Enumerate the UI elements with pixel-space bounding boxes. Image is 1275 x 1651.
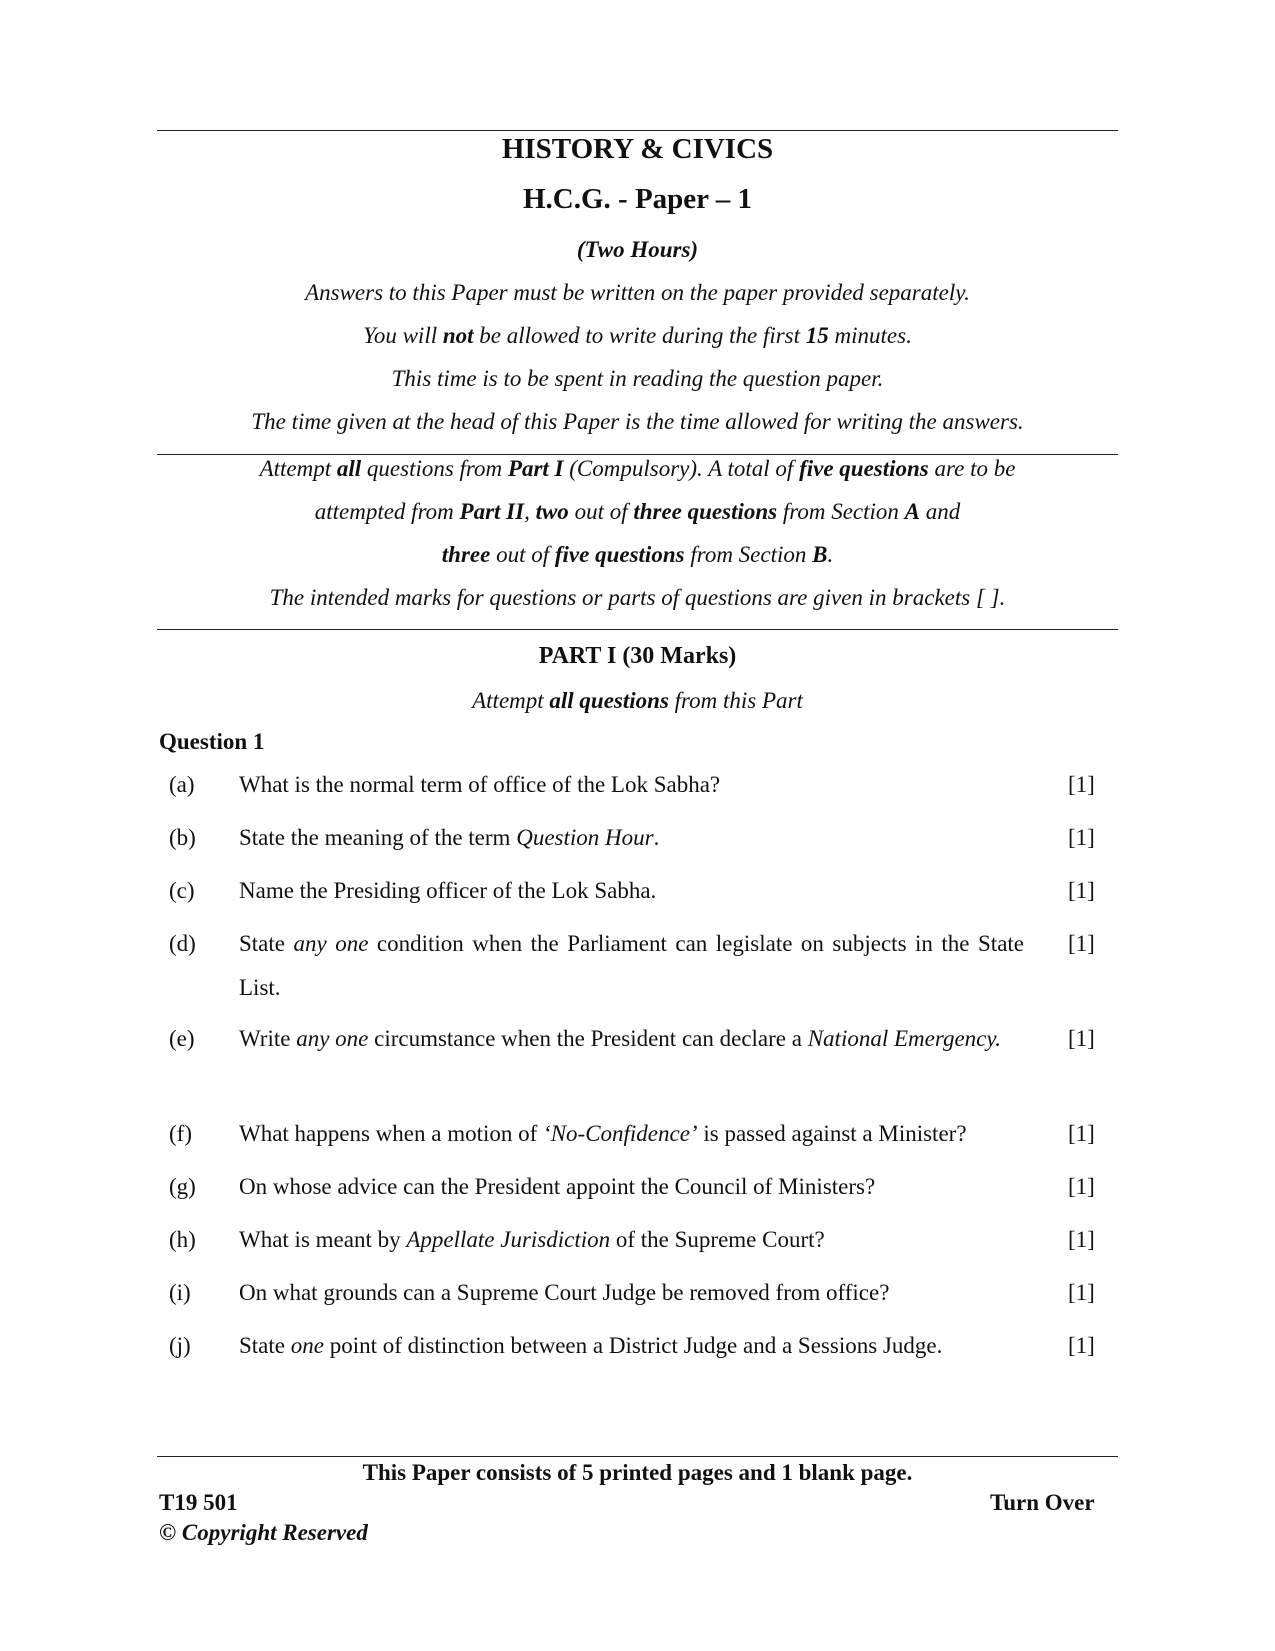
item-label: (a) [169,772,195,797]
item-mark: [1] [1068,1121,1095,1146]
item-mark: [1] [1068,931,1095,956]
item-text: State the meaning of the term Question Hour. [239,825,660,850]
turn-over: Turn Over [990,1490,1095,1515]
item-label: (e) [169,1026,195,1051]
item-text: What happens when a motion of ‘No-Confidence’ is passed against a Minister? [239,1121,967,1146]
item-text: On whose advice can the President appoint the Council of Ministers? [239,1174,876,1199]
page-count-note: This Paper consists of 5 printed pages and 1 blank page. [362,1460,913,1485]
attempt-line-4: The intended marks for questions or parts of questions are given in brackets [ ]. [269,585,1006,610]
paper-title: H.C.G. - Paper – 1 [522,183,753,215]
attempt-rule [157,629,1118,630]
item-label: (d) [169,931,196,956]
item-label: (h) [169,1227,196,1252]
item-mark: [1] [1068,1174,1095,1199]
item-label: (j) [169,1333,191,1358]
item-mark: [1] [1068,1026,1095,1051]
duration: (Two Hours) [576,237,699,262]
copyright: © Copyright Reserved [159,1520,368,1545]
subject-title: HISTORY & CIVICS [501,133,774,165]
item-text: What is the normal term of office of the Lok Sabha? [239,772,721,797]
item-mark: [1] [1068,878,1095,903]
attempt-line-1: Attempt all questions from Part I (Compulsory). A total of five questions are to be [259,456,1016,481]
footer-rule [157,1456,1118,1457]
item-label: (f) [169,1121,192,1146]
item-text: What is meant by Appellate Jurisdiction of the Supreme Court? [239,1227,825,1252]
instruction-line-2: You will not be allowed to write during the first 15 minutes. [363,323,912,348]
item-mark: [1] [1068,1227,1095,1252]
top-rule [157,130,1118,131]
item-mark: [1] [1068,825,1095,850]
item-text: Write any one circumstance when the President can declare a National Emergency. [239,1026,1002,1051]
instruction-line-3: This time is to be spent in reading the question paper. [391,366,884,391]
item-text: On what grounds can a Supreme Court Judge be removed from office? [239,1280,890,1305]
item-label: (c) [169,878,195,903]
item-text: State one point of distinction between a District Judge and a Sessions Judge. [239,1333,943,1358]
item-label: (b) [169,825,196,850]
item-mark: [1] [1068,1280,1095,1305]
attempt-line-3: three out of five questions from Section B. [441,542,834,567]
instruction-line-1: Answers to this Paper must be written on the paper provided separately. [305,280,970,305]
item-label: (g) [169,1174,196,1199]
item-mark: [1] [1068,772,1095,797]
paper-code: T19 501 [159,1490,238,1515]
item-text: State any one condition when the Parliament can legislate on subjects in the State List. [239,931,1024,1000]
attempt-line-2: attempted from Part II, two out of three questions from Section A and [314,499,961,524]
item-label: (i) [169,1280,191,1305]
part-heading: PART I (30 Marks) [538,643,737,669]
question-heading: Question 1 [159,729,265,754]
instructions-rule [157,454,1118,455]
item-mark: [1] [1068,1333,1095,1358]
item-text: Name the Presiding officer of the Lok Sabha. [239,878,657,903]
instruction-line-4: The time given at the head of this Paper is the time allowed for writing the answers. [251,409,1024,434]
part-subheading: Attempt all questions from this Part [472,688,803,713]
